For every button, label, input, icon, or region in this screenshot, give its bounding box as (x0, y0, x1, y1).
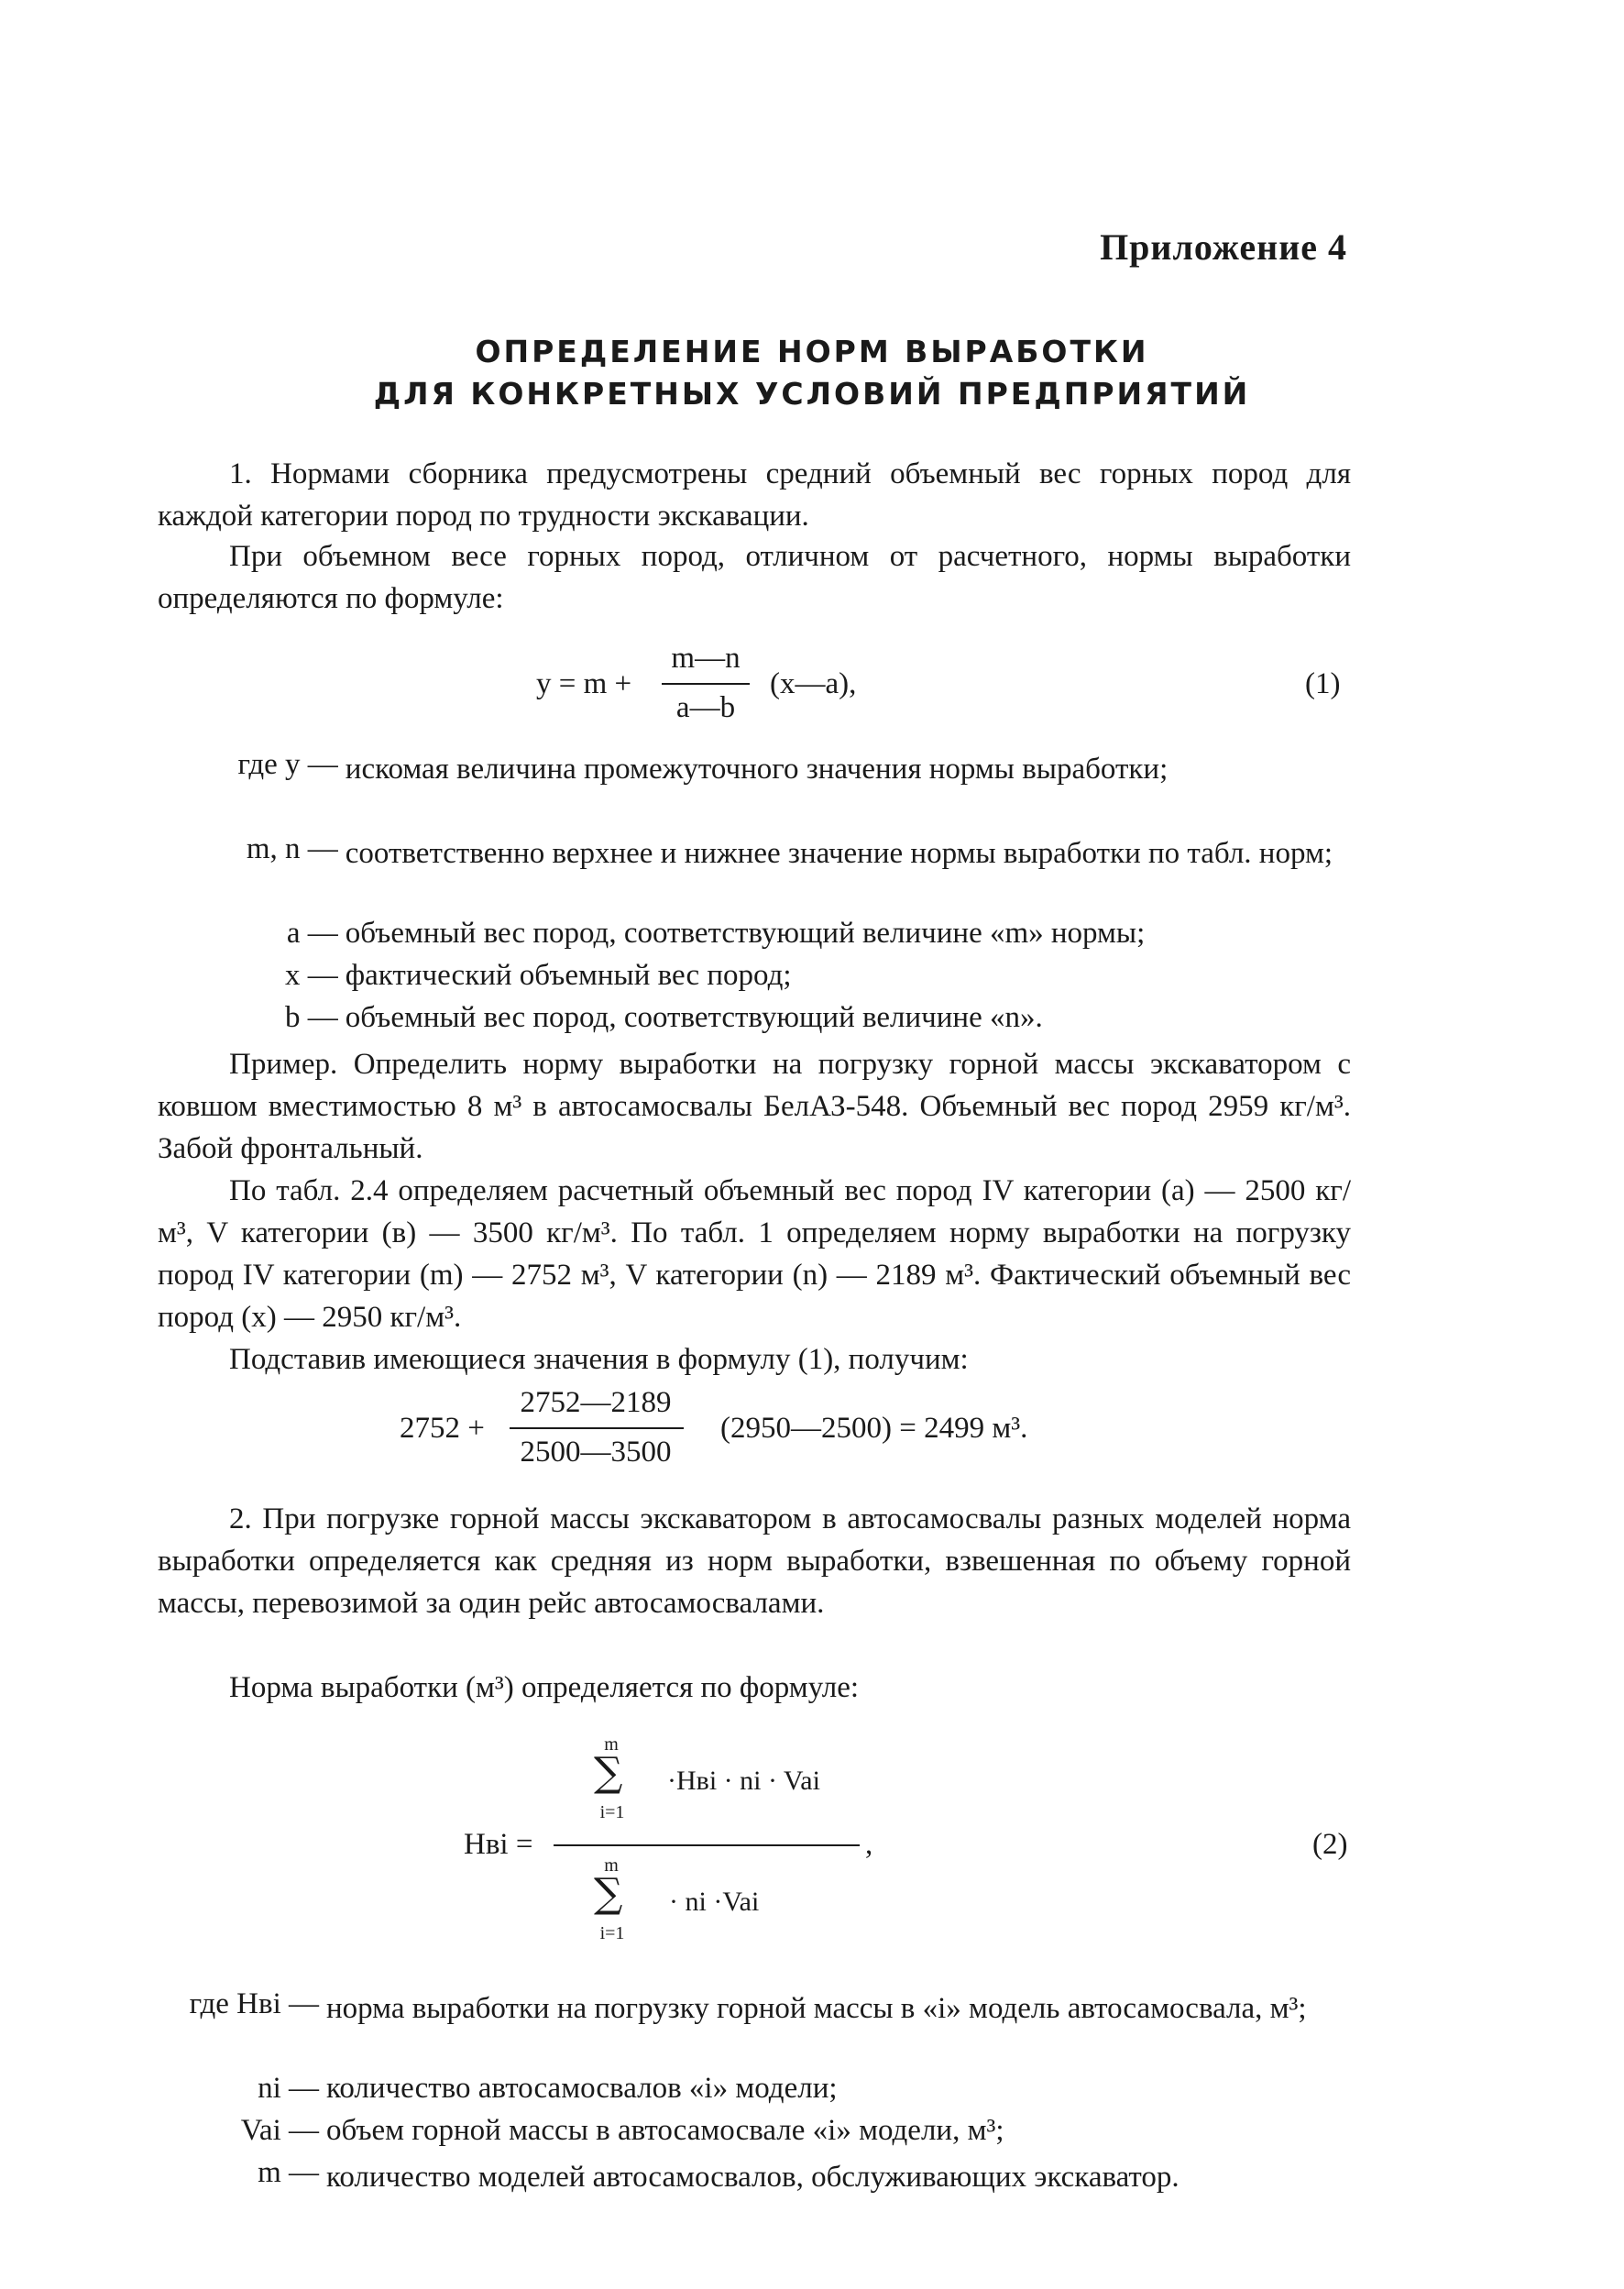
definition-item (158, 748, 1351, 790)
definition-text: объем горной массы в автосамосвале «i» модели, м³; (326, 2114, 1004, 2147)
definition-text: объемный вес пород, соответствующий величине «n». (345, 1001, 1043, 1034)
example-paragraph: Пример. Определить норму выработки на погрузку горной массы экскаватором с ковшом вместимостью 8 м³ в автосамосвалы БелАЗ-548. Объемный вес пород 2959 кг/м³. Забой фронтальный. (158, 1048, 1351, 1165)
definition-symbol: ni — (258, 2072, 319, 2105)
definition-text: количество моделей автосамосвалов, обслуживающих экскаватор. (326, 2161, 1180, 2194)
definition-text: соответственно верхнее и нижнее значение нормы выработки по табл. норм; (345, 837, 1333, 870)
paragraph-4: Подставив имеющиеся значения в формулу (1), получим: (229, 1343, 969, 1376)
sum-icon: ∑ (594, 1870, 623, 1917)
formula-2-lhs: 2752 + (400, 1412, 485, 1445)
formula-1-denominator: a—b (675, 691, 736, 724)
definition-symbol: a — (286, 917, 338, 950)
definition-text: норма выработки на погрузку горной массы в «i» модель автосамосвала, м³; (326, 1992, 1307, 2025)
paragraph-3: По табл. 2.4 определяем расчетный объемный вес пород IV категории (а) — 2500 кг/м³, V категории (в) — 3500 кг/м³. По табл. 1 определяем норму выработки на погрузку пород IV категории (m) — 2752 м³, V категории (n) — 2189 м³. Фактический объемный вес пород (x) — 2950 кг/м³. (158, 1174, 1351, 1334)
definition-symbol: m — (258, 2156, 319, 2189)
formula-2-tail: (2950—2500) = 2499 м³. (720, 1412, 1028, 1445)
formula-3-denominator-terms: · ni ·Vai (669, 1887, 760, 1917)
definition-item (158, 2156, 1358, 2198)
definition-item (158, 1987, 1358, 2030)
sum-upper-limit: m (604, 1855, 619, 1876)
formula-3-fraction-bar (554, 1844, 860, 1846)
formula-1-fraction-bar (662, 683, 750, 685)
formula-1-tail: (x—a), (770, 667, 857, 700)
definition-symbol: m, n — (246, 832, 338, 865)
formula-1-number: (1) (1305, 667, 1341, 700)
formula-2-numerator: 2752—2189 (520, 1386, 672, 1419)
paragraph-6: Норма выработки (м³) определяется по формуле: (229, 1671, 860, 1704)
sum-icon: ∑ (594, 1749, 623, 1796)
definition-symbol: x — (285, 959, 338, 992)
formula-1-lhs: y = m + (536, 667, 632, 700)
definition-symbol: b — (285, 1001, 338, 1034)
formula-3-number: (2) (1312, 1828, 1348, 1861)
definition-item (158, 2114, 1358, 2148)
title-line-2: ДЛЯ КОНКРЕТНЫХ УСЛОВИЙ ПРЕДПРИЯТИЙ (373, 376, 1251, 412)
definition-item (158, 959, 1351, 993)
definition-symbol: где y — (237, 748, 338, 781)
sum-lower-limit: i=1 (599, 1802, 625, 1822)
formula-2-fraction-bar (510, 1427, 684, 1429)
title-line-1: ОПРЕДЕЛЕНИЕ НОРМ ВЫРАБОТКИ (475, 334, 1149, 369)
appendix-label: Приложение 4 (1100, 226, 1347, 268)
definition-symbol: Vai — (240, 2114, 319, 2147)
definition-item (158, 1001, 1351, 1035)
definition-text: искомая величина промежуточного значения нормы выработки; (345, 753, 1169, 786)
formula-1-numerator: m—n (671, 642, 741, 675)
definition-item (158, 832, 1351, 875)
paragraph-1: 1. Нормами сборника предусмотрены средний объемный вес горных пород для каждой категории пород по трудности экскавации. (158, 457, 1351, 533)
formula-3-tail: , (865, 1828, 873, 1861)
definition-item (158, 917, 1351, 951)
sum-upper-limit: m (604, 1734, 619, 1755)
formula-2-denominator: 2500—3500 (520, 1436, 672, 1469)
formula-3-numerator-terms: ·Hвi · ni · Vai (667, 1766, 820, 1796)
definition-text: фактический объемный вес пород; (345, 959, 792, 992)
paragraph-2: При объемном весе горных пород, отличном от расчетного, нормы выработки определяются по формуле: (158, 540, 1351, 615)
sum-lower-limit: i=1 (599, 1923, 625, 1943)
paragraph-5: 2. При погрузке горной массы экскаватором в автосамосвалы разных моделей норма выработки определяется как средняя из норм выработки, взвешенная по объему горной массы, перевозимой за один рейс автосамосвалами. (158, 1502, 1351, 1620)
definition-symbol: где Hвi — (189, 1987, 319, 2020)
formula-3-lhs: Hвi = (464, 1828, 533, 1861)
definition-text: количество автосамосвалов «i» модели; (326, 2072, 838, 2105)
definition-text: объемный вес пород, соответствующий величине «m» нормы; (345, 917, 1146, 950)
definition-item (158, 2072, 1358, 2106)
